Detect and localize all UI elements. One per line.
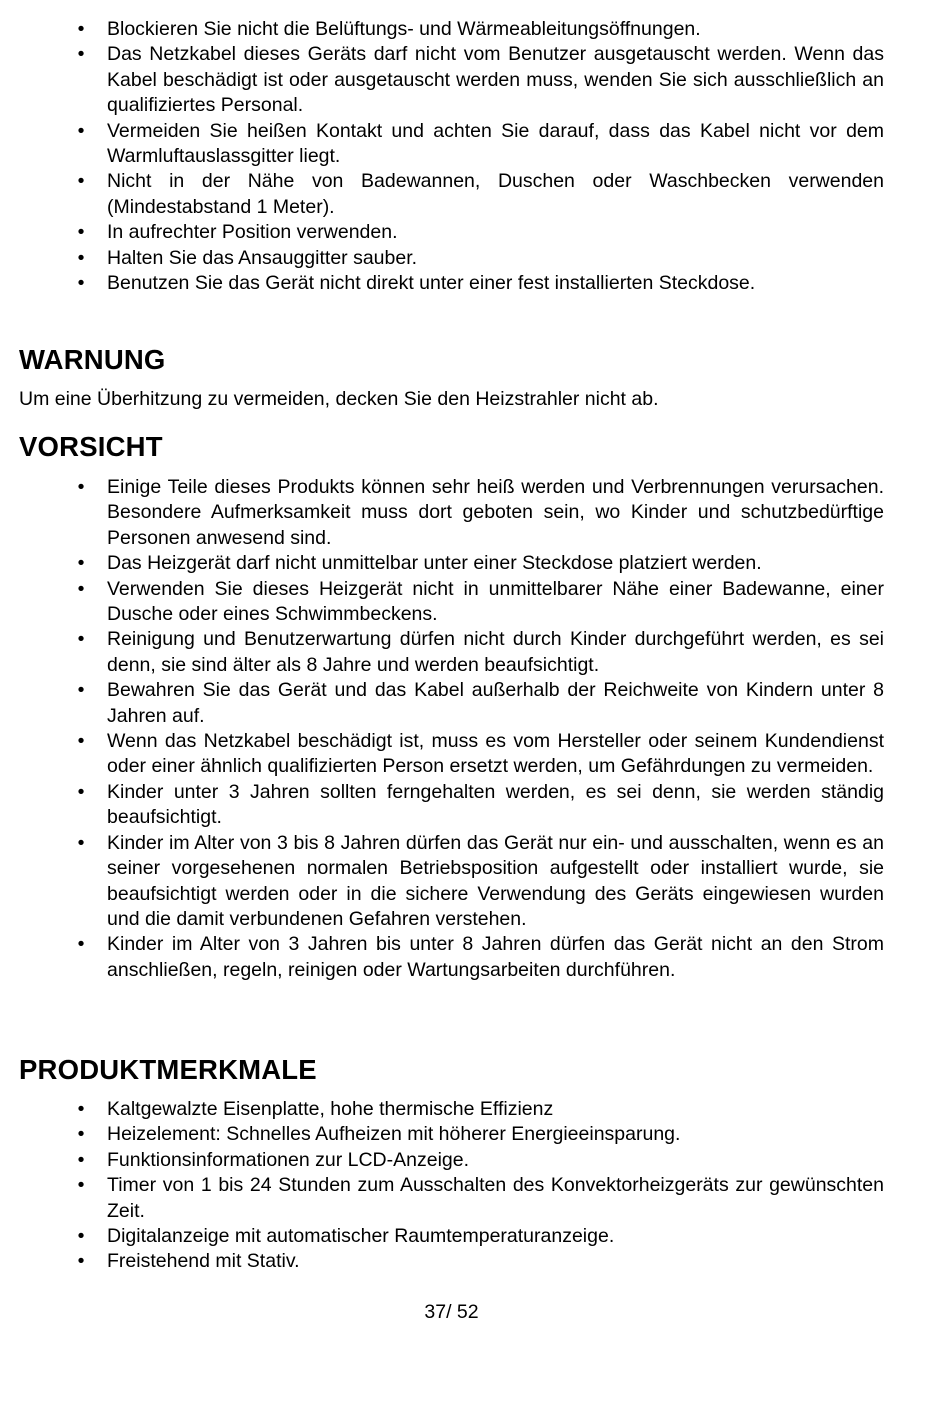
list-item-text: Wenn das Netzkabel beschädigt ist, muss es vom Hersteller oder seinem Kundendienst oder einer ähnlich qualifizierten Person ersetzt werden, um Gefährdungen zu vermeiden. — [107, 730, 884, 778]
list-item-text: Das Netzkabel dieses Geräts darf nicht vom Benutzer ausgetauscht werden. Wenn das Kabel beschädigt ist oder ausgetauscht werden muss, wenden Sie sich ausschließlich an qualifiziertes Personal. — [107, 43, 884, 117]
bullet-icon: • — [77, 1250, 85, 1273]
bullet-icon: • — [77, 679, 85, 702]
bullet-icon: • — [77, 246, 85, 269]
produktmerkmale-list — [73, 1097, 884, 1275]
warnung-text: Um eine Überhitzung zu vermeiden, decken Sie den Heizstrahler nicht ab. — [19, 388, 659, 410]
list-item-text: Einige Teile dieses Produkts können sehr heiß werden und Verbrennungen verursachen. Besondere Aufmerksamkeit muss dort geboten sein, wo Kinder und schutzbedürftige Personen anwesend sind. — [107, 476, 884, 549]
list-item — [73, 119, 884, 170]
bullet-icon: • — [77, 628, 85, 651]
list-item-text: Freistehend mit Stativ. — [107, 1250, 300, 1273]
list-item — [73, 627, 884, 678]
bullet-icon: • — [77, 730, 85, 753]
list-item-text: Kinder im Alter von 3 Jahren bis unter 8 Jahren dürfen das Gerät nicht an den Strom anschließen, regeln, reinigen oder Wartungsarbeiten durchführen. — [107, 933, 884, 981]
list-item-text: Nicht in der Nähe von Badewannen, Duschen oder Waschbecken verwenden (Mindestabstand 1 Meter). — [107, 170, 884, 218]
bullet-icon: • — [77, 831, 85, 854]
produktmerkmale-heading: PRODUKTMERKMALE — [19, 1054, 317, 1085]
list-item — [73, 780, 884, 831]
list-item — [73, 1122, 884, 1147]
bullet-icon: • — [77, 272, 85, 295]
bullet-icon: • — [77, 1148, 85, 1171]
list-item-text: Kaltgewalzte Eisenplatte, hohe thermische Effizienz — [107, 1098, 554, 1120]
list-item-text: Reinigung und Benutzerwartung dürfen nicht durch Kinder durchgeführt werden, es sei denn, sie sind älter als 8 Jahre und werden beaufsichtigt. — [107, 628, 884, 676]
bullet-icon: • — [77, 552, 85, 575]
list-item-text: Das Heizgerät darf nicht unmittelbar unter einer Steckdose platziert werden. — [107, 552, 762, 575]
list-item-text: Vermeiden Sie heißen Kontakt und achten Sie darauf, dass das Kabel nicht vor dem Warmluftauslassgitter liegt. — [107, 119, 884, 168]
list-item-text: Heizelement: Schnelles Aufheizen mit höherer Energieeinsparung. — [107, 1123, 681, 1146]
bullet-icon: • — [77, 1123, 85, 1146]
list-item — [73, 246, 884, 271]
bullet-icon: • — [77, 43, 85, 66]
list-item-text: Blockieren Sie nicht die Belüftungs- und Wärmeableitungsöffnungen. — [107, 18, 701, 40]
list-item-text: Kinder im Alter von 3 bis 8 Jahren dürfen das Gerät nur ein- und ausschalten, wenn es an seiner vorgesehenen normalen Betriebsposition aufgestellt oder installiert wurde, sie beaufsichtigt werden oder in die sichere Verwendung des Geräts eingewiesen wurden und die damit verbundenen Gefahren verstehen. — [107, 831, 884, 930]
list-item — [73, 42, 884, 118]
bullet-icon: • — [77, 780, 85, 803]
warnung-heading: WARNUNG — [19, 344, 166, 375]
bullet-icon: • — [77, 18, 85, 40]
list-item-text: Digitalanzeige mit automatischer Raumtemperaturanzeige. — [107, 1225, 615, 1248]
list-item — [73, 729, 884, 780]
bullet-icon: • — [77, 933, 85, 956]
list-item-text: Kinder unter 3 Jahren sollten ferngehalten werden, es sei denn, sie werden ständig beaufsichtigt. — [107, 780, 884, 829]
bullet-icon: • — [77, 170, 85, 193]
list-item — [73, 169, 884, 220]
bullet-icon: • — [77, 221, 85, 244]
list-item-text: Timer von 1 bis 24 Stunden zum Ausschalten des Konvektorheizgeräts zur gewünschten Zeit. — [107, 1174, 884, 1222]
vorsicht-list — [73, 475, 884, 983]
bullet-icon: • — [77, 476, 85, 498]
list-item — [73, 551, 884, 576]
list-item-text: Funktionsinformationen zur LCD-Anzeige. — [107, 1148, 470, 1171]
list-item — [73, 831, 884, 933]
list-item — [73, 475, 884, 551]
bullet-icon: • — [77, 119, 85, 142]
list-item-text: Bewahren Sie das Gerät und das Kabel außerhalb der Reichweite von Kindern unter 8 Jahren auf. — [107, 679, 884, 727]
bullet-icon: • — [77, 1174, 85, 1197]
page-number: 37/ 52 — [424, 1301, 479, 1323]
list-item — [73, 220, 884, 245]
list-item — [73, 932, 884, 983]
list-item — [73, 1148, 884, 1173]
list-item-text: Benutzen Sie das Gerät nicht direkt unter einer fest installierten Steckdose. — [107, 272, 756, 295]
bullet-icon: • — [77, 577, 85, 600]
bullet-icon: • — [77, 1225, 85, 1248]
list-item — [73, 678, 884, 729]
bullet-icon: • — [77, 1098, 85, 1120]
list-item-text: Verwenden Sie dieses Heizgerät nicht in unmittelbarer Nähe einer Badewanne, einer Dusche oder eines Schwimmbeckens. — [107, 577, 884, 626]
safety-list — [73, 17, 884, 296]
list-item — [73, 1173, 884, 1224]
list-item — [73, 271, 884, 296]
list-item — [73, 577, 884, 628]
list-item-text: In aufrechter Position verwenden. — [107, 221, 398, 244]
list-item — [73, 1249, 884, 1274]
list-item — [73, 17, 884, 42]
vorsicht-heading: VORSICHT — [19, 431, 163, 462]
list-item — [73, 1097, 884, 1122]
list-item-text: Halten Sie das Ansauggitter sauber. — [107, 246, 418, 269]
list-item — [73, 1224, 884, 1249]
